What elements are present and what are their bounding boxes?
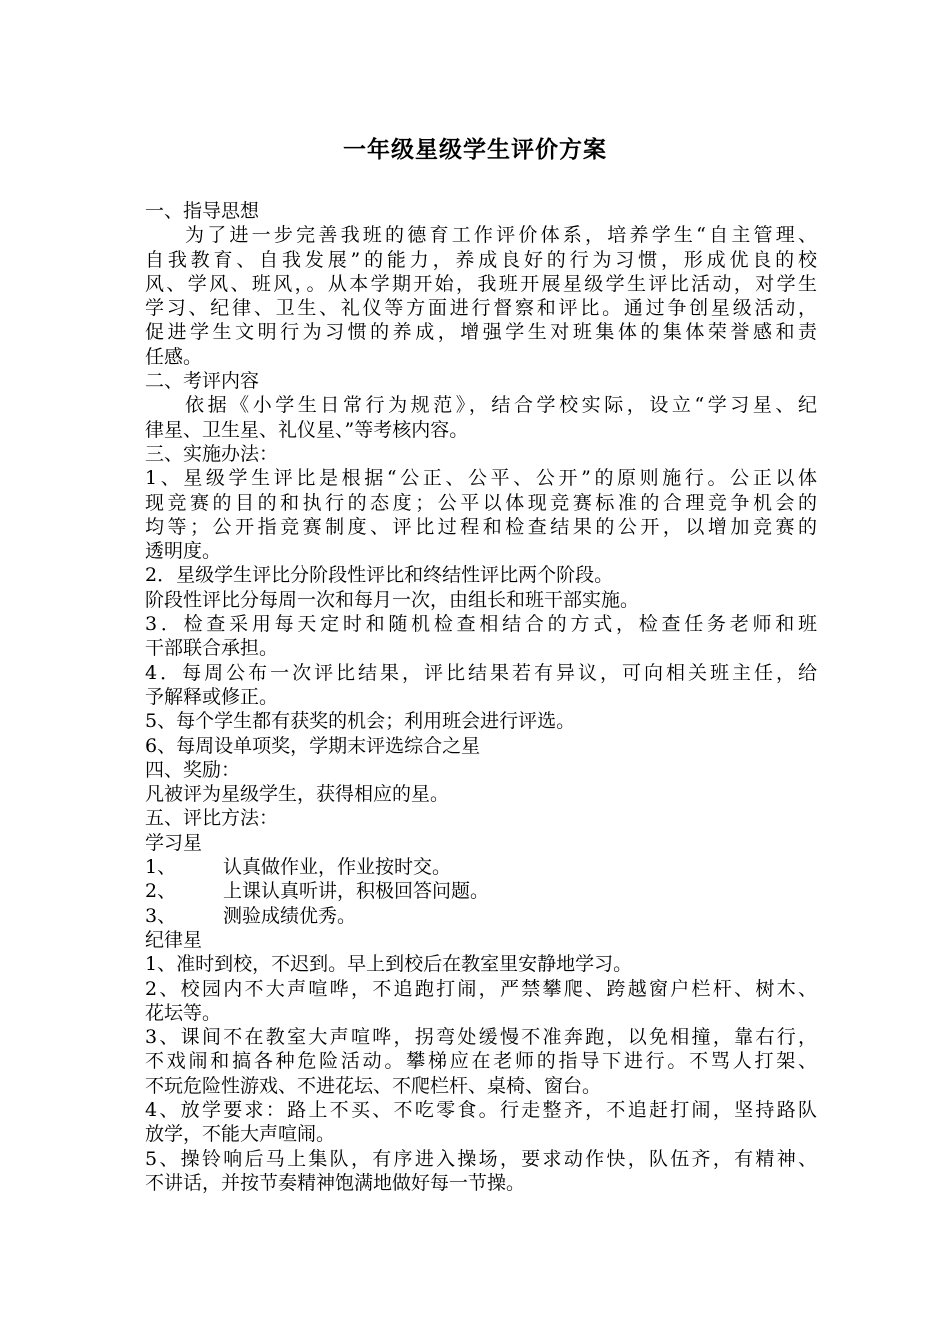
text-line: [145, 855, 817, 879]
text-line: 2．星级学生评比分阶段性评比和终结性评比两个阶段。: [145, 564, 614, 587]
text-line: 4．每周公布一次评比结果，评比结果若有异议，可向相关班主任，给: [145, 661, 817, 684]
text-line: 风、学风、班风，。从本学期开始，我班开展星级学生评比活动，对学生: [145, 272, 817, 295]
text-line: 1、星级学生评比是根据“公正、公平、公开”的原则施行。公正以体: [145, 467, 817, 490]
text-line: [145, 904, 817, 928]
text-line: 学习星: [145, 831, 203, 854]
text-line: 花坛等。: [145, 1001, 222, 1024]
text-line: 1、准时到校，不迟到。早上到校后在教室里安静地学习。: [145, 953, 633, 976]
document-title: 一年级星级学生评价方案: [343, 136, 607, 163]
text-line: 均等；公开指竞赛制度、评比过程和检查结果的公开，以增加竞赛的: [145, 515, 817, 538]
text-line: 3．检查采用每天定时和随机检查相结合的方式，检查任务老师和班: [145, 613, 817, 636]
text-line: 5、每个学生都有获奖的机会；利用班会进行评选。: [145, 710, 576, 733]
text-line: 律星、卫生星、礼仪星、”等考核内容。: [145, 418, 469, 441]
list-item-text: 测验成绩优秀。: [223, 904, 357, 927]
text-line: 不玩危险性游戏、不进花坛、不爬栏杆、桌椅、窗台。: [145, 1074, 602, 1097]
text-line: 5、操铃响后马上集队，有序进入操场，要求动作快，队伍齐，有精神、: [145, 1147, 817, 1170]
text-line: 一、指导思想: [145, 200, 260, 222]
text-line: 四、奖励：: [145, 758, 241, 781]
text-line: 现竞赛的目的和执行的态度；公平以体现竞赛标准的合理竞争机会的: [145, 491, 817, 514]
text-line: 不戏闹和搞各种危险活动。攀梯应在老师的指导下进行。不骂人打架、: [145, 1050, 817, 1073]
text-line: [145, 879, 817, 903]
list-number: 2、: [145, 880, 177, 903]
text-line: 五、评比方法：: [145, 807, 279, 830]
list-number: 1、: [145, 856, 177, 879]
list-item-text: 认真做作业，作业按时交。: [223, 856, 452, 879]
text-line: 自我教育、自我发展”的能力，养成良好的行为习惯，形成优良的校: [145, 248, 817, 271]
text-line: 2、校园内不大声喧哗，不追跑打闹，严禁攀爬、跨越窗户栏杆、树木、: [145, 977, 817, 1000]
text-line: 纪律星: [145, 928, 203, 951]
text-line: 予解释或修正。: [145, 685, 279, 708]
text-line: 不讲话，并按节奏精神饱满地做好每一节操。: [145, 1171, 526, 1194]
text-line: 阶段性评比分每周一次和每月一次，由组长和班干部实施。: [145, 588, 640, 611]
text-line: 放学，不能大声喧闹。: [145, 1123, 336, 1146]
text-line: 4、放学要求：路上不买、不吃零食。行走整齐，不追赶打闹，坚持路队: [145, 1098, 817, 1121]
text-line: 干部联合承担。: [145, 637, 279, 660]
text-line: 二、考评内容: [145, 370, 260, 393]
text-line: 为了进一步完善我班的德育工作评价体系，培养学生“自主管理、: [185, 224, 817, 247]
text-line: 凡被评为星级学生，获得相应的星。: [145, 783, 450, 806]
text-line: 学习、纪律、卫生、礼仪等方面进行督察和评比。通过争创星级活动，: [145, 297, 817, 320]
text-line: 依据《小学生日常行为规范》，结合学校实际，设立“学习星、纪: [185, 394, 817, 417]
list-number: 3、: [145, 904, 177, 927]
text-line: 任感。: [145, 345, 203, 368]
text-line: 3、课间不在教室大声喧哗，拐弯处缓慢不准奔跑，以免相撞，靠右行，: [145, 1026, 817, 1049]
text-line: 三、实施办法：: [145, 442, 279, 465]
text-line: 促进学生文明行为习惯的养成，增强学生对班集体的集体荣誉感和责: [145, 321, 817, 344]
list-item-text: 上课认真听讲，积极回答问题。: [223, 880, 490, 903]
document-body: [145, 199, 817, 1195]
text-line: 6、每周设单项奖，学期末评选综合之星: [145, 734, 481, 757]
text-line: 透明度。: [145, 540, 222, 563]
